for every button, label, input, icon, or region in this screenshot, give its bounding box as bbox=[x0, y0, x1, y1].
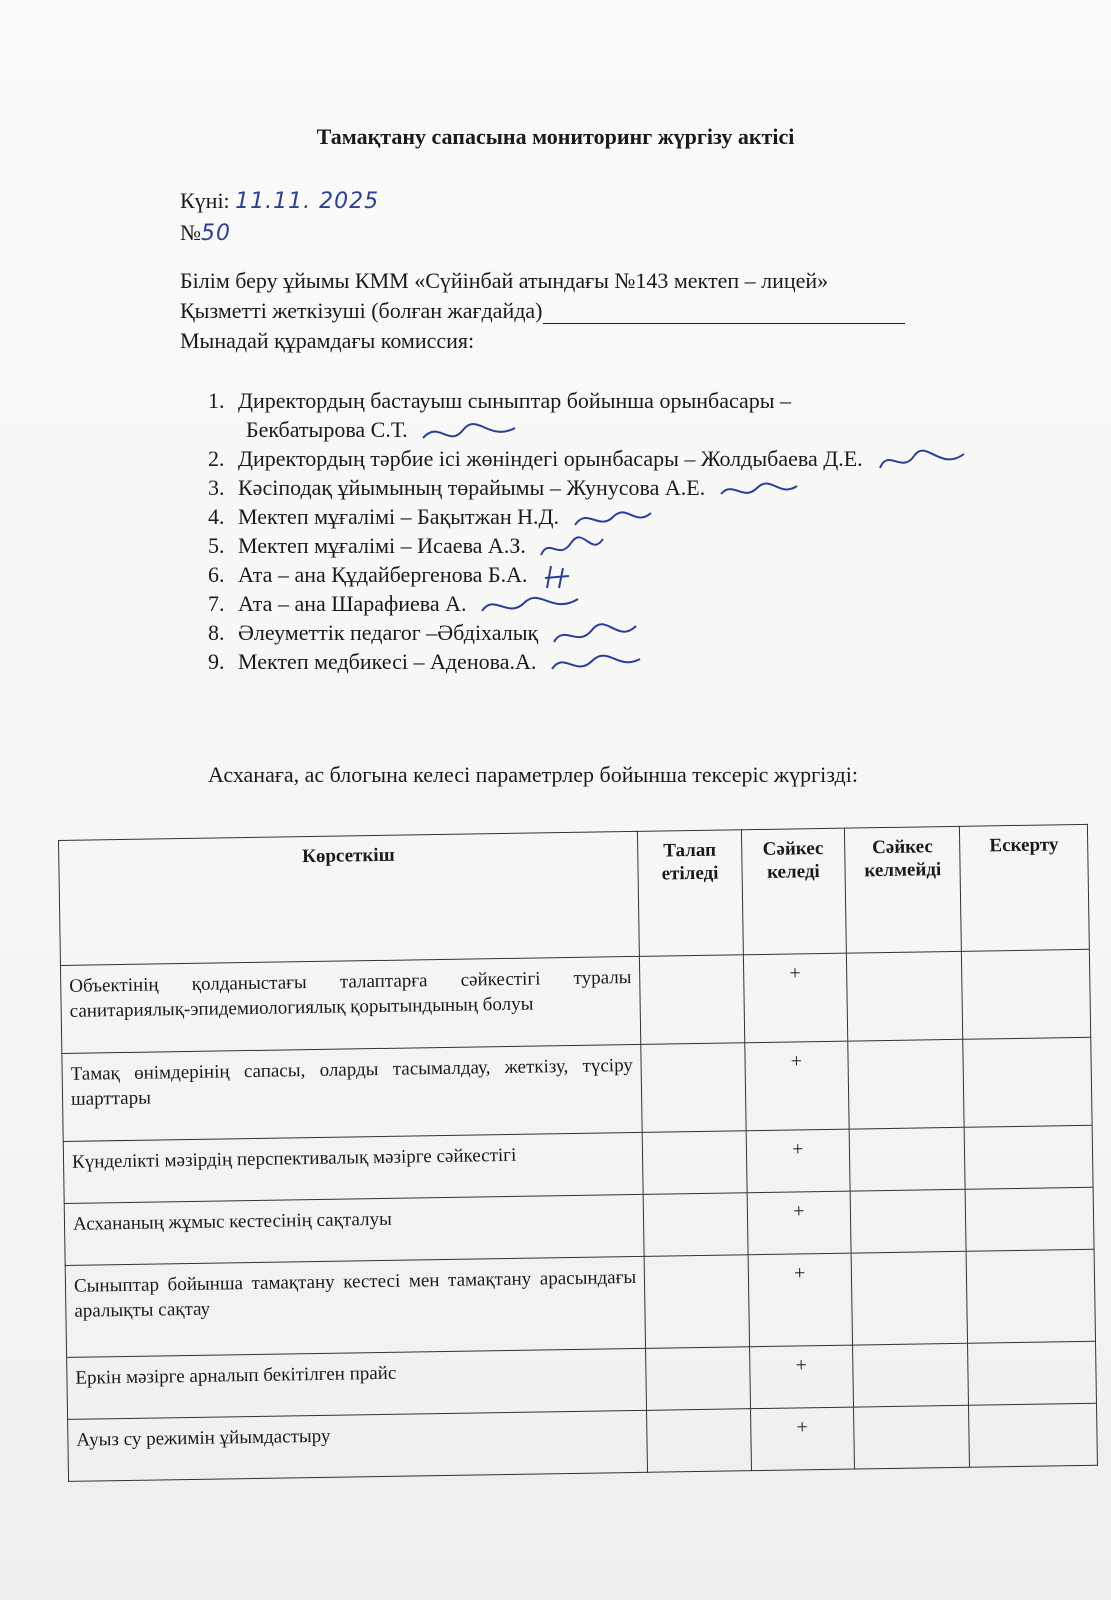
table-row: Объектінің қолданыстағы талаптарға сәйкестігі туралы санитариялық-эпидемиологиялық қорытындының болуы + bbox=[60, 949, 1090, 1053]
signature-icon bbox=[717, 476, 801, 504]
signature-icon bbox=[550, 620, 640, 650]
date-value: 11.11. 2025 bbox=[235, 189, 380, 214]
list-item: 1. Директордың бастауыш сыныптар бойынша орынбасары – bbox=[208, 388, 792, 413]
table-row: Күнделікті мәзірдің перспективалық мәзірге сәйкестігі + bbox=[63, 1125, 1093, 1203]
list-item-continuation: Бекбатырова С.Т. bbox=[208, 415, 970, 444]
table-row: Сыныптар бойынша тамақтану кестесі мен тамақтану арасындағы аралықты сақтау + bbox=[65, 1249, 1095, 1357]
date-line bbox=[180, 188, 379, 214]
signature-icon bbox=[539, 562, 579, 592]
table-row: Асхананың жұмыс кестесінің сақталуы + bbox=[64, 1187, 1094, 1265]
number-label: № bbox=[180, 220, 201, 245]
organization-line: Білім беру ұйымы КММ «Сүйінбай атындағы №143 мектеп – лицей» bbox=[180, 268, 829, 293]
supplier-blank bbox=[543, 303, 905, 324]
header-compliant: Сәйкес келеді bbox=[741, 828, 846, 955]
list-item: 8. Әлеуметтік педагог –Әбдіхалық bbox=[208, 618, 970, 647]
supplier-line bbox=[180, 298, 905, 324]
document-title: Тамақтану сапасына мониторинг жүргізу актісі bbox=[316, 124, 795, 149]
signature-icon bbox=[419, 418, 519, 446]
header-note: Ескерту bbox=[960, 824, 1089, 951]
header-required: Талап етіледі bbox=[638, 830, 743, 957]
number-line bbox=[180, 220, 231, 246]
list-item: 9. Мектеп медбикесі – Аденова.А. bbox=[208, 647, 970, 676]
commission-list bbox=[208, 386, 970, 676]
table-row: Тамақ өнімдерінің сапасы, оларды тасымалдау, жеткізу, түсіру шарттары + bbox=[62, 1037, 1092, 1141]
signature-icon bbox=[478, 591, 582, 621]
header-indicator: Көрсеткіш bbox=[59, 831, 640, 965]
signature-icon bbox=[571, 505, 655, 533]
signature-icon bbox=[548, 649, 644, 679]
table-header-row bbox=[59, 824, 1090, 965]
signature-icon bbox=[537, 533, 607, 563]
list-item: 3. Кәсіподақ ұйымының төрайымы – Жунусова А.Е. bbox=[208, 473, 970, 502]
number-value: 50 bbox=[201, 221, 231, 246]
inspection-intro: Асханаға, ас блогына келесі параметрлер бойынша тексеріс жүргізді: bbox=[208, 762, 858, 787]
supplier-label: Қызметті жеткізуші (болған жағдайда) bbox=[180, 298, 543, 323]
table-row: Еркін мәзірге арналып бекітілген прайс + bbox=[67, 1341, 1097, 1419]
table-row: Ауыз су режимін ұйымдастыру + bbox=[68, 1403, 1098, 1481]
date-label: Күні: bbox=[180, 188, 230, 213]
list-item: 4. Мектеп мұғалімі – Бақытжан Н.Д. bbox=[208, 502, 970, 531]
list-item: 7. Ата – ана Шарафиева А. bbox=[208, 589, 970, 618]
header-noncompliant: Сәйкес келмейді bbox=[844, 826, 961, 953]
commission-label: Мынадай құрамдағы комиссия: bbox=[180, 328, 475, 353]
signature-icon bbox=[874, 446, 970, 476]
list-item: 5. Мектеп мұғалімі – Исаева А.З. bbox=[208, 531, 970, 560]
list-item: 2. Директордың тәрбие ісі жөніндегі орынбасары – Жолдыбаева Д.Е. bbox=[208, 444, 970, 473]
inspection-table bbox=[58, 824, 1098, 1482]
list-item: 6. Ата – ана Құдайбергенова Б.А. bbox=[208, 560, 970, 589]
